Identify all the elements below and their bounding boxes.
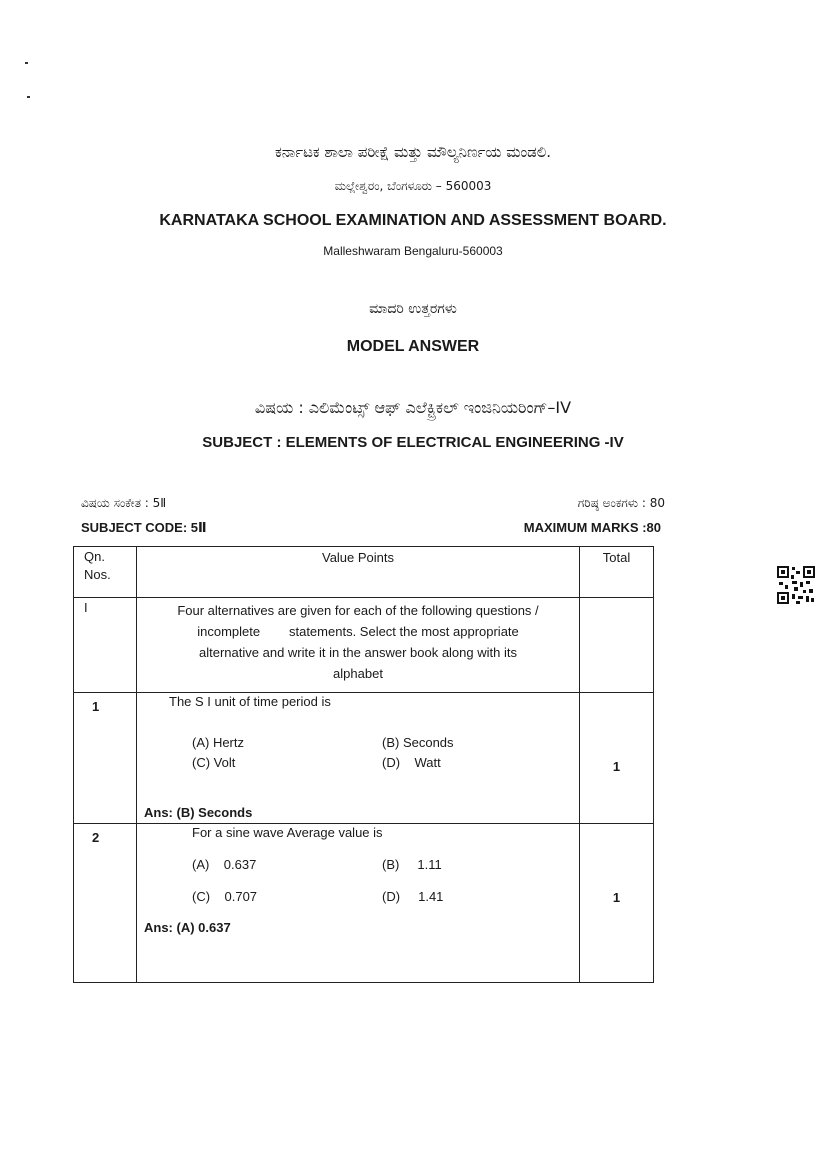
table-header-row bbox=[74, 547, 654, 598]
question-total-cell bbox=[580, 693, 654, 824]
question-number-cell bbox=[74, 693, 137, 824]
header-qn-nos bbox=[74, 547, 137, 598]
intro-total-cell bbox=[580, 598, 654, 693]
scan-speck bbox=[27, 96, 30, 98]
question-text: For a sine wave Average value is bbox=[192, 825, 383, 840]
subject-code-kannada: ವಿಷಯ ಸಂಕೇತ : 5Ⅱ bbox=[81, 496, 167, 510]
option-b: (B) Seconds bbox=[382, 735, 454, 750]
table-row bbox=[74, 693, 654, 824]
option-a: (A) Hertz bbox=[192, 735, 244, 750]
qr-code-icon bbox=[776, 565, 816, 605]
board-address-english: Malleshwaram Bengaluru-560003 bbox=[323, 244, 503, 258]
intro-instructions-cell bbox=[137, 598, 580, 693]
board-address-kannada: ಮಲ್ಲೇಶ್ವರಂ, ಬೆಂಗಳೂರು – 560003 bbox=[334, 179, 492, 193]
question-body-cell bbox=[137, 824, 580, 983]
intro-line: alphabet bbox=[333, 666, 383, 681]
option-c: (C) 0.707 bbox=[192, 889, 258, 904]
option-d: (D) Watt bbox=[382, 755, 441, 770]
table-row bbox=[74, 598, 654, 693]
option-a: (A) 0.637 bbox=[192, 857, 257, 872]
table-row bbox=[74, 824, 654, 983]
intro-number-cell bbox=[74, 598, 137, 693]
question-number: 1 bbox=[92, 699, 100, 714]
header-value-points bbox=[137, 547, 580, 598]
option-b: (B) 1.11 bbox=[382, 857, 442, 872]
intro-number: I bbox=[84, 600, 88, 615]
question-total: 1 bbox=[612, 759, 621, 774]
option-c: (C) Volt bbox=[192, 755, 236, 770]
intro-line: alternative and write it in the answer book along with its bbox=[199, 645, 517, 660]
question-total-cell bbox=[580, 824, 654, 983]
header-total bbox=[580, 547, 654, 598]
header-total-label: Total bbox=[602, 550, 631, 565]
max-marks-kannada: ಗರಿಷ್ಠ ಅಂಕಗಳು : 80 bbox=[577, 496, 665, 510]
answer-text: Ans: (B) Seconds bbox=[144, 805, 253, 820]
scan-speck bbox=[25, 62, 28, 64]
subject-code-english: SUBJECT CODE: 5Ⅱ bbox=[81, 520, 207, 535]
model-answer-kannada: ಮಾದರಿ ಉತ್ತರಗಳು bbox=[369, 301, 457, 317]
subject-english: SUBJECT : ELEMENTS OF ELECTRICAL ENGINEERING -IV bbox=[202, 434, 624, 451]
question-text: The S I unit of time period is bbox=[169, 694, 331, 709]
max-marks-english: MAXIMUM MARKS :80 bbox=[523, 520, 661, 535]
board-name-english: KARNATAKA SCHOOL EXAMINATION AND ASSESSMENT BOARD. bbox=[159, 212, 667, 229]
question-total: 1 bbox=[612, 890, 621, 905]
intro-instructions bbox=[137, 598, 579, 686]
intro-line: Four alternatives are given for each of the following questions / bbox=[177, 603, 539, 618]
header-qn-label: Qn. bbox=[84, 549, 105, 564]
question-number: 2 bbox=[92, 830, 100, 845]
model-answer-english: MODEL ANSWER bbox=[346, 338, 480, 355]
question-body-cell bbox=[137, 693, 580, 824]
header-value-points-label: Value Points bbox=[321, 550, 395, 565]
question-number-cell bbox=[74, 824, 137, 983]
subject-kannada: ವಿಷಯ : ಎಲಿಮೆಂಟ್ಸ್ ಆಫ್ ಎಲೆಕ್ಟ್ರಿಕಲ್ ಇಂಜಿನಿಯರಿಂಗ್–IV bbox=[254, 398, 572, 417]
answer-text: Ans: (A) 0.637 bbox=[144, 920, 231, 935]
option-d: (D) 1.41 bbox=[382, 889, 444, 904]
board-name-kannada: ಕರ್ನಾಟಕ ಶಾಲಾ ಪರೀಕ್ಷೆ ಮತ್ತು ಮೌಲ್ಯನಿರ್ಣಯ ಮಂಡಲಿ. bbox=[274, 143, 552, 161]
model-answer-table bbox=[73, 546, 654, 983]
header-nos-label: Nos. bbox=[84, 567, 111, 582]
intro-line: incomplete statements. Select the most appropriate bbox=[197, 624, 519, 639]
